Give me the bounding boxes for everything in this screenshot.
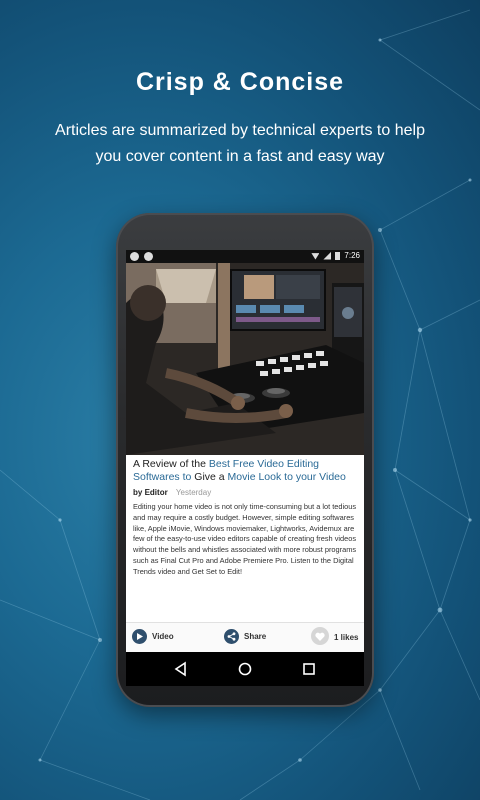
share-icon — [224, 629, 239, 644]
nav-bar — [126, 652, 364, 686]
heart-icon — [311, 627, 329, 645]
title-highlight-2: Movie Look to your Video — [227, 471, 346, 483]
by-label: by — [133, 488, 143, 497]
home-icon[interactable] — [236, 660, 254, 678]
recents-icon[interactable] — [300, 660, 318, 678]
status-bar — [126, 250, 364, 263]
article-summary: Editing your home video is not only time-consuming but a lot tedious and may require a costly budget. However, simple editing softwares like, Apple iMovie, Windows moviemaker, Lightworks, Avidemux are few of the easy-to-use video editors capable of creating fresh videos without the bells and whistles associated with more robust programs such as Final Cut Pro and Adobe Premiere Pro. Listen to the Digital Trends video and Get Set to Edit! — [133, 502, 357, 576]
notification-icon — [130, 252, 139, 261]
wifi-icon — [311, 252, 319, 260]
phone-frame — [116, 213, 374, 707]
article-title[interactable] — [133, 458, 358, 484]
title-part-1: A Review of the — [133, 458, 209, 470]
promo-subline: Articles are summarized by technical experts to help you cover content in a fast and easy way — [55, 122, 425, 165]
signal-icon — [323, 252, 331, 260]
title-part-2: Give a — [194, 471, 228, 483]
video-button[interactable] — [132, 629, 174, 644]
phone-screen — [126, 250, 364, 686]
article-hero-image — [126, 263, 364, 455]
battery-icon — [335, 252, 340, 260]
article-card[interactable] — [126, 455, 364, 622]
share-label: Share — [244, 632, 267, 641]
like-button[interactable] — [311, 629, 358, 645]
share-button[interactable] — [224, 629, 266, 644]
author-name[interactable]: Editor — [144, 488, 168, 497]
promo-headline: Crisp & Concise — [135, 68, 345, 96]
app-notification-icon — [144, 252, 153, 261]
publish-date: Yesterday — [175, 488, 212, 497]
back-icon[interactable] — [172, 660, 190, 678]
title-highlight-1: Best Free Video Editing Softwares to — [133, 458, 319, 483]
byline — [133, 488, 358, 497]
status-time: 7:26 — [344, 251, 360, 260]
play-icon — [132, 629, 147, 644]
action-bar — [126, 622, 364, 652]
likes-count: 1 likes — [334, 632, 359, 642]
video-label: Video — [152, 632, 174, 641]
